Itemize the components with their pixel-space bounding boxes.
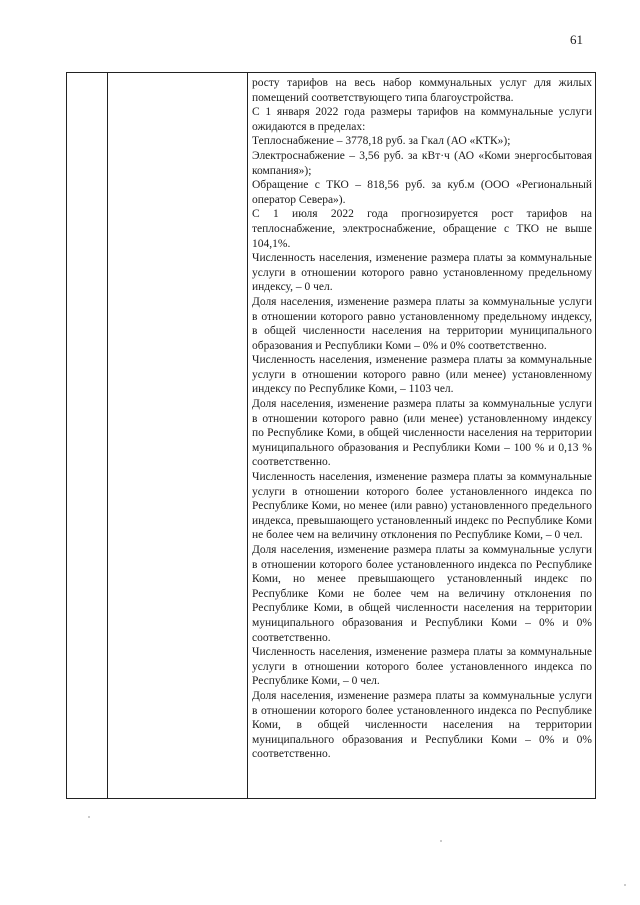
table-cell-content xyxy=(252,76,592,762)
paragraph: росту тарифов на весь набор коммунальных услуг для жилых помещений соответствующего типа благоустройства. xyxy=(252,77,592,104)
paragraph: Численность населения, изменение размера платы за коммунальные услуги в отношении которого более установленного индекса по Республике Коми, – 0 чел. xyxy=(252,646,592,688)
paragraph: Электроснабжение – 3,56 руб. за кВт·ч (АО «Коми энергосбытовая компания»); xyxy=(252,149,592,177)
paragraph: Численность населения, изменение размера платы за коммунальные услуги в отношении которого равно (или менее) установленному индексу по Республике Коми, – 1103 чел. xyxy=(252,354,592,396)
paragraph: Доля населения, изменение размера платы за коммунальные услуги в отношении которого более установленного индекса по Республике Коми, в общей численности населения на территории муниципального образования и Республики Коми – 0% и 0% соответственно. xyxy=(252,689,592,761)
scan-speck xyxy=(440,840,442,842)
paragraph: Численность населения, изменение размера платы за коммунальные услуги в отношении которого равно установленному предельному индексу, – 0 чел. xyxy=(252,252,592,294)
scan-speck xyxy=(624,884,626,886)
table-column-divider xyxy=(107,73,108,798)
scan-speck xyxy=(88,816,90,818)
paragraph: Доля населения, изменение размера платы за коммунальные услуги в отношении которого равно установленному предельному индексу, в общей численности населения на территории муниципального образования и Республики Коми – 0% и 0% соответственно. xyxy=(252,295,592,352)
page-number: 61 xyxy=(570,32,583,47)
paragraph: С 1 июля 2022 года прогнозируется рост тарифов на теплоснабжение, электроснабжение, обращение с ТКО не выше 104,1%. xyxy=(252,208,592,250)
table-column-divider xyxy=(247,73,248,798)
paragraph: Доля населения, изменение размера платы за коммунальные услуги в отношении которого более установленного индекса по Республике Коми, но менее превышающего установленный индекс по Республике Коми не более чем на величину отклонения по Республике Коми, в общей численности населения на территории муниципального образования и Республики Коми – 0% и 0% соответственно. xyxy=(252,544,592,644)
document-table xyxy=(66,72,596,799)
paragraph: Численность населения, изменение размера платы за коммунальные услуги в отношении которого более установленного индекса по Республике Коми, но менее (или равно) установленного предельного индекса, превышающего установленный индекс по Республике Коми не более чем на величину отклонения по Республике Коми, – 0 чел. xyxy=(252,471,592,542)
paragraph: Обращение с ТКО – 818,56 руб. за куб.м (ООО «Региональный оператор Севера»). xyxy=(252,179,592,206)
paragraph: Доля населения, изменение размера платы за коммунальные услуги в отношении которого равно (или менее) установленному индексу по Республике Коми, в общей численности населения на территории муниципального образования и Республики Коми – 100 % и 0,13 % соответственно. xyxy=(252,398,592,469)
paragraph: С 1 января 2022 года размеры тарифов на коммунальные услуги ожидаются в пределах: xyxy=(252,106,592,133)
paragraph: Теплоснабжение – 3778,18 руб. за Гкал (АО «КТК»); xyxy=(252,135,511,148)
